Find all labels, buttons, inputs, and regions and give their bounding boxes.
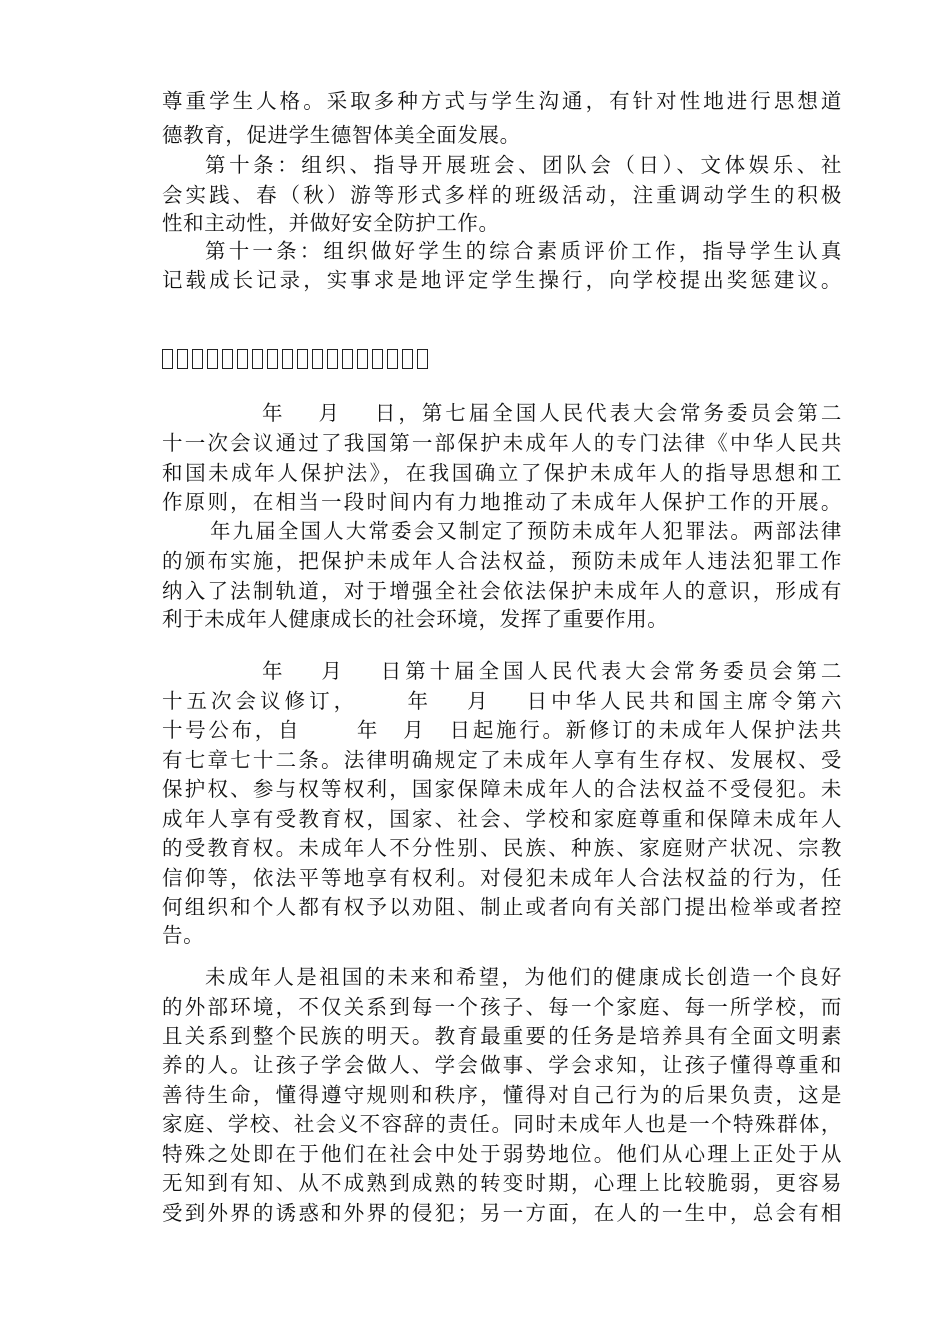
paragraph-line: 德教育，促进学生德智体美全面发展。 xyxy=(162,123,521,147)
paragraph-line: 性和主动性，并做好安全防护工作。 xyxy=(162,211,500,235)
paragraph-line: 利于未成年人健康成长的社会环境，发挥了重要作用。 xyxy=(162,607,669,631)
missing-glyph-box xyxy=(417,349,428,369)
paragraph-line: 家庭、学校、社会义不容辞的责任。同时未成年人也是一个特殊群体， xyxy=(162,1112,842,1136)
missing-glyph-box xyxy=(342,349,353,369)
paragraph-line: 年九届全国人大常委会又制定了预防未成年人犯罪法。两部法律 xyxy=(210,519,842,543)
paragraph-line: 何组织和个人都有权予以劝阻、制止或者向有关部门提出检举或者控 xyxy=(162,895,842,919)
paragraph-line: 十号公布，自 年 月 日起施行。新修订的未成年人保护法共 xyxy=(162,718,842,742)
paragraph-line: 纳入了法制轨道，对于增强全社会依法保护未成年人的意识，形成有 xyxy=(162,579,842,603)
paragraph-line: 且关系到整个民族的明天。教育最重要的任务是培养具有全面文明素 xyxy=(162,1024,842,1048)
missing-glyph-box xyxy=(252,349,263,369)
paragraph-line: 信仰等，依法平等地享有权利。对侵犯未成年人合法权益的行为，任 xyxy=(162,866,842,890)
missing-glyph-box xyxy=(162,349,173,369)
article-11-line: 第十一条：组织做好学生的综合素质评价工作，指导学生认真 xyxy=(205,239,842,263)
paragraph-line: 的受教育权。未成年人不分性别、民族、种族、家庭财产状况、宗教 xyxy=(162,836,842,860)
paragraph-line: 成年人享有受教育权，国家、社会、学校和家庭尊重和保障未成年人 xyxy=(162,807,842,831)
garbled-heading xyxy=(162,344,430,374)
paragraph-line: 告。 xyxy=(162,923,205,947)
missing-glyph-box xyxy=(357,349,368,369)
paragraph-line: 十五次会议修订， 年 月 日中华人民共和国主席令第六 xyxy=(162,689,842,713)
paragraph-line: 养的人。让孩子学会做人、学会做事、学会求知，让孩子懂得尊重和 xyxy=(162,1053,842,1077)
missing-glyph-box xyxy=(297,349,308,369)
paragraph-line: 和国未成年人保护法》，在我国确立了保护未成年人的指导思想和工 xyxy=(162,461,842,485)
missing-glyph-box xyxy=(402,349,413,369)
paragraph-line: 十一次会议通过了我国第一部保护未成年人的专门法律《中华人民共 xyxy=(162,431,842,455)
paragraph-line: 特殊之处即在于他们在社会中处于弱势地位。他们从心理上正处于从 xyxy=(162,1142,842,1166)
missing-glyph-box xyxy=(267,349,278,369)
missing-glyph-box xyxy=(387,349,398,369)
paragraph-line: 的外部环境，不仅关系到每一个孩子、每一个家庭、每一所学校，而 xyxy=(162,995,842,1019)
paragraph-line: 未成年人是祖国的未来和希望，为他们的健康成长创造一个良好 xyxy=(205,965,842,989)
missing-glyph-box xyxy=(327,349,338,369)
paragraph-line: 年 月 日第十届全国人民代表大会常务委员会第二 xyxy=(262,659,842,683)
missing-glyph-box xyxy=(372,349,383,369)
paragraph-line: 的颁布实施，把保护未成年人合法权益，预防未成年人违法犯罪工作 xyxy=(162,549,842,573)
paragraph-line: 有七章七十二条。法律明确规定了未成年人享有生存权、发展权、受 xyxy=(162,748,842,772)
paragraph-line: 年 月 日，第七届全国人民代表大会常务委员会第二 xyxy=(262,401,842,425)
missing-glyph-box xyxy=(282,349,293,369)
paragraph-line: 善待生命，懂得遵守规则和秩序，懂得对自己行为的后果负责，这是 xyxy=(162,1083,842,1107)
missing-glyph-box xyxy=(177,349,188,369)
paragraph-line: 作原则，在相当一段时间内有力地推动了未成年人保护工作的开展。 xyxy=(162,490,842,514)
missing-glyph-box xyxy=(222,349,233,369)
paragraph-line: 受到外界的诱惑和外界的侵犯；另一方面，在人的一生中，总会有相 xyxy=(162,1201,842,1225)
paragraph-line: 尊重学生人格。采取多种方式与学生沟通，有针对性地进行思想道 xyxy=(162,89,842,113)
paragraph-line: 会实践、春（秋）游等形式多样的班级活动，注重调动学生的积极 xyxy=(162,183,842,207)
missing-glyph-box xyxy=(207,349,218,369)
missing-glyph-box xyxy=(312,349,323,369)
paragraph-line: 保护权、参与权等权利，国家保障未成年人的合法权益不受侵犯。未 xyxy=(162,777,842,801)
paragraph-line: 无知到有知、从不成熟到成熟的转变时期，心理上比较脆弱，更容易 xyxy=(162,1171,842,1195)
missing-glyph-box xyxy=(192,349,203,369)
missing-glyph-box xyxy=(237,349,248,369)
article-10-line: 第十条：组织、指导开展班会、团队会（日）、文体娱乐、社 xyxy=(205,153,842,177)
paragraph-line: 记载成长记录，实事求是地评定学生操行，向学校提出奖惩建议。 xyxy=(162,268,842,292)
